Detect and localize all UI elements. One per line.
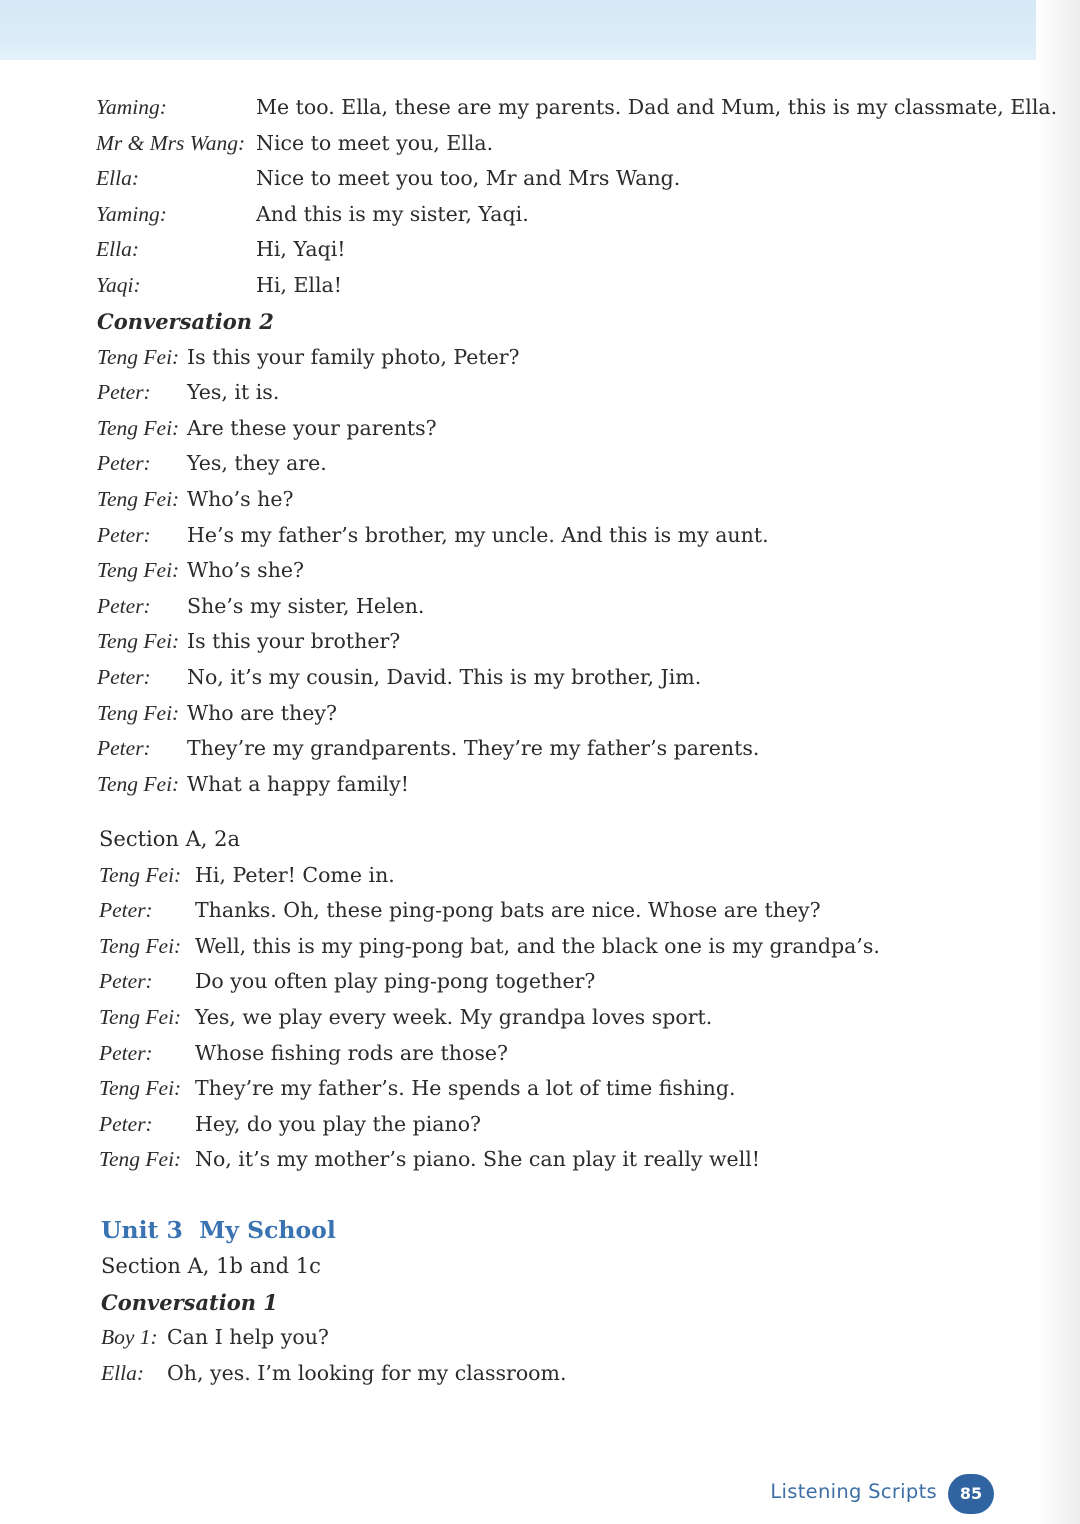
speaker-label: Ella:: [96, 237, 139, 262]
speaker-label: Peter:: [97, 380, 151, 405]
line-text: Who are they?: [187, 700, 337, 725]
section-2a: [99, 822, 999, 1178]
dialogue-line: [99, 1071, 999, 1107]
page-number-badge: 85: [948, 1474, 994, 1514]
line-text: Me too. Ella, these are my parents. Dad and Mum, this is my classmate, Ella.: [256, 95, 1058, 119]
dialogue-line: [97, 411, 997, 447]
line-text: Is this your brother?: [187, 629, 401, 654]
dialogue-line: [96, 197, 996, 233]
dialogue-line: [97, 518, 997, 554]
dialogue-line: [97, 624, 997, 660]
dialogue-line: [96, 90, 1058, 126]
line-text: Is this your family photo, Peter?: [187, 344, 520, 369]
dialogue-line: [97, 553, 997, 589]
line-text: Thanks. Oh, these ping-pong bats are nice. Whose are they?: [195, 898, 821, 923]
speaker-label: Teng Fei:: [97, 415, 180, 440]
speaker-label: Yaming:: [96, 201, 167, 226]
speaker-label: Ella:: [96, 166, 139, 191]
speaker-label: Mr & Mrs Wang:: [96, 130, 246, 155]
line-text: Well, this is my ping-pong bat, and the black one is my grandpa’s.: [195, 933, 880, 958]
dialogue-line: [97, 589, 997, 625]
line-text: Nice to meet you too, Mr and Mrs Wang.: [256, 166, 681, 191]
dialogue-line: [99, 1107, 999, 1143]
speaker-label: Peter:: [99, 1111, 153, 1136]
dialogue-line: [97, 375, 997, 411]
dialogue-line: [101, 1320, 1001, 1356]
speaker-label: Ella:: [101, 1360, 144, 1385]
line-text: She’s my sister, Helen.: [187, 593, 425, 618]
speaker-label: Teng Fei:: [97, 486, 180, 511]
line-text: Do you often play ping-pong together?: [195, 969, 596, 994]
line-text: He’s my father’s brother, my uncle. And this is my aunt.: [187, 522, 769, 547]
dialogue-line: [97, 731, 997, 767]
unit-3: [101, 1211, 1001, 1391]
dialogue-line: [99, 893, 999, 929]
speaker-label: Peter:: [97, 664, 151, 689]
line-text: Nice to meet you, Ella.: [256, 130, 494, 155]
line-text: Can I help you?: [167, 1325, 329, 1350]
speaker-label: Teng Fei:: [99, 1004, 182, 1029]
speaker-label: Teng Fei:: [99, 1147, 182, 1172]
line-text: Are these your parents?: [187, 415, 437, 440]
line-text: Hi, Ella!: [256, 272, 343, 297]
dialogue-line: [101, 1356, 1001, 1392]
speaker-label: Peter:: [97, 593, 151, 618]
speaker-label: Teng Fei:: [99, 933, 182, 958]
speaker-label: Teng Fei:: [97, 558, 180, 583]
line-text: They’re my grandparents. They’re my father’s parents.: [187, 736, 760, 761]
line-text: Hi, Peter! Come in.: [195, 862, 395, 887]
speaker-label: Teng Fei:: [97, 771, 180, 796]
dialogue-line: [97, 660, 997, 696]
speaker-label: Boy 1:: [101, 1325, 158, 1350]
dialogue-line: [99, 964, 999, 1000]
speaker-label: Teng Fei:: [97, 700, 180, 725]
speaker-label: Yaming:: [96, 95, 167, 119]
speaker-label: Peter:: [99, 969, 153, 994]
line-text: Oh, yes. I’m looking for my classroom.: [167, 1360, 567, 1385]
line-text: Who’s she?: [187, 558, 305, 583]
dialogue-line: [96, 161, 996, 197]
section-heading: Section A, 1b and 1c: [101, 1254, 321, 1278]
speaker-label: Peter:: [97, 522, 151, 547]
line-text: Who’s he?: [187, 486, 294, 511]
dialogue-1: [96, 90, 1058, 304]
speaker-label: Teng Fei:: [99, 862, 182, 887]
line-text: No, it’s my mother’s piano. She can play it really well!: [195, 1147, 761, 1172]
dialogue-line: [99, 1142, 999, 1178]
line-text: What a happy family!: [187, 771, 409, 796]
dialogue-line: [96, 268, 996, 304]
line-text: Hey, do you play the piano?: [195, 1111, 482, 1136]
speaker-label: Peter:: [99, 1040, 153, 1065]
dialogue-line: [96, 126, 996, 162]
top-color-band: [0, 0, 1036, 60]
page-edge-shadow: [1036, 0, 1080, 1524]
line-text: They’re my father’s. He spends a lot of time fishing.: [195, 1076, 736, 1101]
dialogue-line: [97, 482, 997, 518]
conversation-2: [97, 304, 997, 802]
dialogue-line: [99, 1036, 999, 1072]
conversation-heading: Conversation 2: [97, 309, 274, 334]
footer-section-label: Listening Scripts: [770, 1480, 937, 1503]
conversation-heading: Conversation 1: [101, 1289, 278, 1315]
line-text: Yes, it is.: [187, 380, 280, 405]
speaker-label: Teng Fei:: [97, 344, 180, 369]
speaker-label: Peter:: [97, 451, 151, 476]
dialogue-line: [97, 340, 997, 376]
line-text: Yes, they are.: [187, 451, 327, 476]
dialogue-line: [97, 767, 997, 803]
dialogue-line: [99, 1000, 999, 1036]
dialogue-line: [97, 696, 997, 732]
dialogue-line: [96, 232, 996, 268]
speaker-label: Peter:: [97, 736, 151, 761]
speaker-label: Teng Fei:: [97, 629, 180, 654]
dialogue-line: [97, 446, 997, 482]
dialogue-line: [99, 929, 999, 965]
unit-title: Unit 3 My School: [101, 1216, 336, 1244]
line-text: Hi, Yaqi!: [256, 237, 346, 262]
speaker-label: Peter:: [99, 898, 153, 923]
line-text: Whose fishing rods are those?: [195, 1040, 508, 1065]
line-text: And this is my sister, Yaqi.: [256, 201, 529, 226]
speaker-label: Yaqi:: [96, 272, 141, 297]
line-text: Yes, we play every week. My grandpa loves sport.: [195, 1004, 713, 1029]
speaker-label: Teng Fei:: [99, 1076, 182, 1101]
section-heading: Section A, 2a: [99, 827, 240, 851]
dialogue-line: [99, 858, 999, 894]
line-text: No, it’s my cousin, David. This is my brother, Jim.: [187, 664, 702, 689]
